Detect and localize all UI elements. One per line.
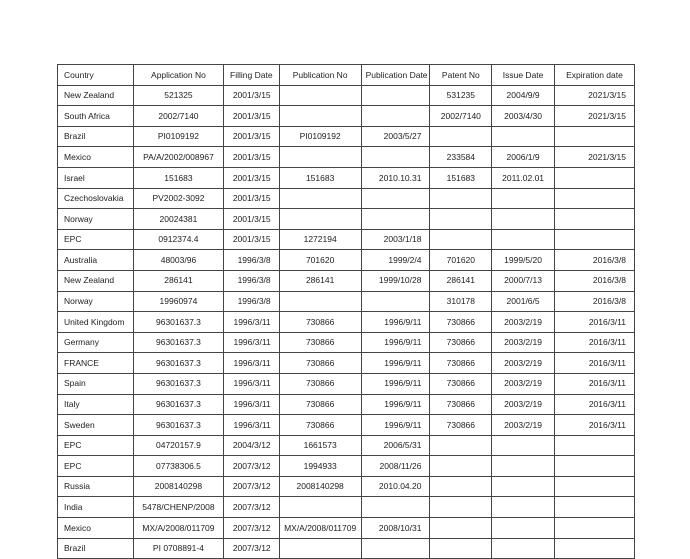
cell-country: Australia [58, 250, 134, 271]
cell-filling-date: 1996/3/11 [223, 332, 279, 353]
cell-application-no: 96301637.3 [133, 415, 223, 436]
table-row [58, 312, 635, 333]
table-row [58, 147, 635, 168]
cell-publication-no [279, 538, 361, 559]
cell-application-no: PV2002-3092 [133, 188, 223, 209]
cell-publication-date: 1996/9/11 [361, 353, 430, 374]
cell-filling-date: 2007/3/12 [223, 456, 279, 477]
cell-issue-date: 2003/2/19 [492, 312, 555, 333]
cell-publication-date [361, 538, 430, 559]
cell-publication-date [361, 291, 430, 312]
cell-application-no: 20024381 [133, 209, 223, 230]
cell-application-no: PI0109192 [133, 126, 223, 147]
cell-expiration-date: 2016/3/11 [554, 394, 634, 415]
cell-publication-no [279, 106, 361, 127]
cell-publication-date [361, 209, 430, 230]
header-issue-date: Issue Date [492, 65, 555, 86]
cell-publication-no [279, 188, 361, 209]
cell-issue-date [492, 497, 555, 518]
cell-country: FRANCE [58, 353, 134, 374]
cell-country: Norway [58, 291, 134, 312]
cell-publication-date: 2010.04.20 [361, 476, 430, 497]
cell-patent-no [430, 518, 492, 539]
cell-publication-date [361, 147, 430, 168]
cell-patent-no [430, 229, 492, 250]
cell-issue-date: 2001/6/5 [492, 291, 555, 312]
cell-publication-no: 730866 [279, 373, 361, 394]
cell-publication-date: 2010.10.31 [361, 167, 430, 188]
cell-issue-date [492, 126, 555, 147]
table-row [58, 250, 635, 271]
cell-issue-date: 2006/1/9 [492, 147, 555, 168]
cell-patent-no: 151683 [430, 167, 492, 188]
cell-filling-date: 1996/3/11 [223, 373, 279, 394]
cell-publication-date: 1996/9/11 [361, 394, 430, 415]
cell-publication-no: 730866 [279, 394, 361, 415]
cell-patent-no: 730866 [430, 373, 492, 394]
table-row [58, 394, 635, 415]
cell-expiration-date: 2021/3/15 [554, 147, 634, 168]
header-patent-no: Patent No [430, 65, 492, 86]
cell-filling-date: 2004/3/12 [223, 435, 279, 456]
header-publication-date: Publication Date [361, 65, 430, 86]
cell-patent-no [430, 126, 492, 147]
table-row [58, 167, 635, 188]
table-row [58, 332, 635, 353]
cell-publication-date: 2003/1/18 [361, 229, 430, 250]
table-row [58, 270, 635, 291]
header-expiration-date: Expiration date [554, 65, 634, 86]
cell-patent-no: 730866 [430, 353, 492, 374]
cell-publication-no [279, 85, 361, 106]
cell-patent-no: 233584 [430, 147, 492, 168]
cell-publication-date: 2008/10/31 [361, 518, 430, 539]
cell-expiration-date: 2016/3/8 [554, 291, 634, 312]
cell-publication-date: 2008/11/26 [361, 456, 430, 477]
cell-application-no: 96301637.3 [133, 373, 223, 394]
cell-country: Sweden [58, 415, 134, 436]
cell-publication-no [279, 209, 361, 230]
cell-application-no: PI 0708891-4 [133, 538, 223, 559]
cell-expiration-date: 2016/3/8 [554, 270, 634, 291]
cell-publication-date: 1996/9/11 [361, 312, 430, 333]
patent-table [57, 64, 635, 559]
cell-issue-date [492, 518, 555, 539]
cell-issue-date: 2003/2/19 [492, 394, 555, 415]
cell-filling-date: 2007/3/12 [223, 497, 279, 518]
cell-filling-date: 1996/3/11 [223, 394, 279, 415]
cell-expiration-date: 2021/3/15 [554, 85, 634, 106]
table-row [58, 229, 635, 250]
cell-application-no: 96301637.3 [133, 353, 223, 374]
cell-issue-date: 2003/2/19 [492, 373, 555, 394]
cell-publication-date [361, 188, 430, 209]
cell-patent-no [430, 497, 492, 518]
cell-application-no: PA/A/2002/008967 [133, 147, 223, 168]
table-row [58, 415, 635, 436]
cell-filling-date: 1996/3/11 [223, 312, 279, 333]
cell-issue-date [492, 209, 555, 230]
cell-publication-no [279, 497, 361, 518]
cell-filling-date: 2001/3/15 [223, 167, 279, 188]
cell-patent-no: 730866 [430, 332, 492, 353]
cell-filling-date: 2001/3/15 [223, 147, 279, 168]
cell-publication-no: 730866 [279, 312, 361, 333]
cell-filling-date: 2001/3/15 [223, 85, 279, 106]
cell-expiration-date [554, 188, 634, 209]
cell-filling-date: 1996/3/11 [223, 415, 279, 436]
cell-country: India [58, 497, 134, 518]
cell-country: Spain [58, 373, 134, 394]
cell-country: Mexico [58, 518, 134, 539]
table-header [58, 65, 635, 86]
cell-expiration-date [554, 538, 634, 559]
cell-application-no: 151683 [133, 167, 223, 188]
cell-issue-date [492, 229, 555, 250]
cell-expiration-date [554, 435, 634, 456]
cell-filling-date: 2007/3/12 [223, 538, 279, 559]
table-body [58, 85, 635, 559]
cell-country: EPC [58, 435, 134, 456]
cell-publication-no: 1994933 [279, 456, 361, 477]
table-row [58, 106, 635, 127]
cell-country: New Zealand [58, 85, 134, 106]
cell-application-no: 07738306.5 [133, 456, 223, 477]
cell-expiration-date [554, 456, 634, 477]
cell-application-no: 48003/96 [133, 250, 223, 271]
cell-issue-date: 2000/7/13 [492, 270, 555, 291]
cell-publication-no [279, 291, 361, 312]
cell-filling-date: 1996/3/8 [223, 250, 279, 271]
cell-publication-date: 2006/5/31 [361, 435, 430, 456]
cell-expiration-date [554, 518, 634, 539]
cell-publication-no: 151683 [279, 167, 361, 188]
cell-expiration-date [554, 209, 634, 230]
table-row [58, 435, 635, 456]
cell-issue-date [492, 476, 555, 497]
cell-expiration-date [554, 229, 634, 250]
cell-application-no: 286141 [133, 270, 223, 291]
cell-expiration-date: 2016/3/8 [554, 250, 634, 271]
header-row [58, 65, 635, 86]
cell-country: South Africa [58, 106, 134, 127]
cell-publication-no: 730866 [279, 415, 361, 436]
cell-application-no: 04720157.9 [133, 435, 223, 456]
header-filling-date: Filling Date [223, 65, 279, 86]
cell-application-no: 96301637.3 [133, 312, 223, 333]
cell-filling-date: 2001/3/15 [223, 188, 279, 209]
cell-application-no: MX/A/2008/011709 [133, 518, 223, 539]
cell-application-no: 96301637.3 [133, 394, 223, 415]
cell-issue-date [492, 435, 555, 456]
cell-patent-no: 531235 [430, 85, 492, 106]
cell-publication-date: 1996/9/11 [361, 373, 430, 394]
cell-application-no: 0912374.4 [133, 229, 223, 250]
cell-country: Brazil [58, 126, 134, 147]
cell-patent-no [430, 209, 492, 230]
table-row [58, 538, 635, 559]
cell-patent-no: 2002/7140 [430, 106, 492, 127]
cell-patent-no [430, 538, 492, 559]
cell-expiration-date [554, 476, 634, 497]
cell-patent-no: 310178 [430, 291, 492, 312]
cell-publication-no: 1661573 [279, 435, 361, 456]
cell-publication-date [361, 106, 430, 127]
cell-expiration-date: 2016/3/11 [554, 353, 634, 374]
cell-publication-no: 730866 [279, 332, 361, 353]
cell-application-no: 19960974 [133, 291, 223, 312]
cell-application-no: 5478/CHENP/2008 [133, 497, 223, 518]
cell-patent-no: 730866 [430, 394, 492, 415]
cell-filling-date: 1996/3/11 [223, 353, 279, 374]
cell-issue-date: 2011.02.01 [492, 167, 555, 188]
cell-application-no: 96301637.3 [133, 332, 223, 353]
cell-publication-no: 1272194 [279, 229, 361, 250]
cell-filling-date: 2001/3/15 [223, 209, 279, 230]
cell-patent-no [430, 435, 492, 456]
cell-filling-date: 2001/3/15 [223, 126, 279, 147]
table-row [58, 518, 635, 539]
cell-publication-no: PI0109192 [279, 126, 361, 147]
cell-publication-no: MX/A/2008/011709 [279, 518, 361, 539]
cell-publication-date [361, 85, 430, 106]
cell-filling-date: 2007/3/12 [223, 518, 279, 539]
cell-filling-date: 2001/3/15 [223, 229, 279, 250]
cell-issue-date: 2003/2/19 [492, 353, 555, 374]
cell-country: Mexico [58, 147, 134, 168]
cell-patent-no [430, 188, 492, 209]
cell-expiration-date [554, 497, 634, 518]
cell-issue-date: 2003/2/19 [492, 415, 555, 436]
cell-country: Brazil [58, 538, 134, 559]
cell-publication-date: 1996/9/11 [361, 415, 430, 436]
cell-publication-no: 2008140298 [279, 476, 361, 497]
cell-patent-no [430, 456, 492, 477]
table-row [58, 188, 635, 209]
cell-patent-no: 701620 [430, 250, 492, 271]
cell-publication-no: 730866 [279, 353, 361, 374]
cell-expiration-date: 2016/3/11 [554, 415, 634, 436]
cell-patent-no [430, 476, 492, 497]
table-row [58, 497, 635, 518]
cell-expiration-date [554, 167, 634, 188]
cell-country: Italy [58, 394, 134, 415]
cell-publication-date: 1999/2/4 [361, 250, 430, 271]
cell-issue-date [492, 538, 555, 559]
table-row [58, 209, 635, 230]
cell-country: United Kingdom [58, 312, 134, 333]
cell-filling-date: 2001/3/15 [223, 106, 279, 127]
table-row [58, 456, 635, 477]
cell-issue-date: 1999/5/20 [492, 250, 555, 271]
table-row [58, 291, 635, 312]
table-row [58, 126, 635, 147]
cell-country: Czechoslovakia [58, 188, 134, 209]
cell-issue-date: 2004/9/9 [492, 85, 555, 106]
cell-publication-no [279, 147, 361, 168]
table-row [58, 353, 635, 374]
cell-publication-date [361, 497, 430, 518]
cell-country: EPC [58, 456, 134, 477]
cell-publication-no: 701620 [279, 250, 361, 271]
table-row [58, 85, 635, 106]
cell-filling-date: 2007/3/12 [223, 476, 279, 497]
table-row [58, 476, 635, 497]
cell-filling-date: 1996/3/8 [223, 291, 279, 312]
cell-country: Norway [58, 209, 134, 230]
cell-expiration-date: 2021/3/15 [554, 106, 634, 127]
cell-application-no: 521325 [133, 85, 223, 106]
cell-publication-date: 2003/5/27 [361, 126, 430, 147]
cell-patent-no: 730866 [430, 415, 492, 436]
cell-country: EPC [58, 229, 134, 250]
cell-issue-date: 2003/2/19 [492, 332, 555, 353]
cell-country: New Zealand [58, 270, 134, 291]
cell-country: Israel [58, 167, 134, 188]
cell-issue-date [492, 456, 555, 477]
cell-expiration-date: 2016/3/11 [554, 312, 634, 333]
cell-expiration-date [554, 126, 634, 147]
cell-patent-no: 286141 [430, 270, 492, 291]
cell-expiration-date: 2016/3/11 [554, 332, 634, 353]
cell-application-no: 2002/7140 [133, 106, 223, 127]
cell-publication-date: 1999/10/28 [361, 270, 430, 291]
cell-country: Russia [58, 476, 134, 497]
cell-filling-date: 1996/3/8 [223, 270, 279, 291]
cell-issue-date [492, 188, 555, 209]
cell-country: Germany [58, 332, 134, 353]
table-row [58, 373, 635, 394]
cell-issue-date: 2003/4/30 [492, 106, 555, 127]
header-publication-no: Publication No [279, 65, 361, 86]
cell-application-no: 2008140298 [133, 476, 223, 497]
cell-publication-no: 286141 [279, 270, 361, 291]
cell-publication-date: 1996/9/11 [361, 332, 430, 353]
cell-expiration-date: 2016/3/11 [554, 373, 634, 394]
header-country: Country [58, 65, 134, 86]
header-application-no: Application No [133, 65, 223, 86]
cell-patent-no: 730866 [430, 312, 492, 333]
